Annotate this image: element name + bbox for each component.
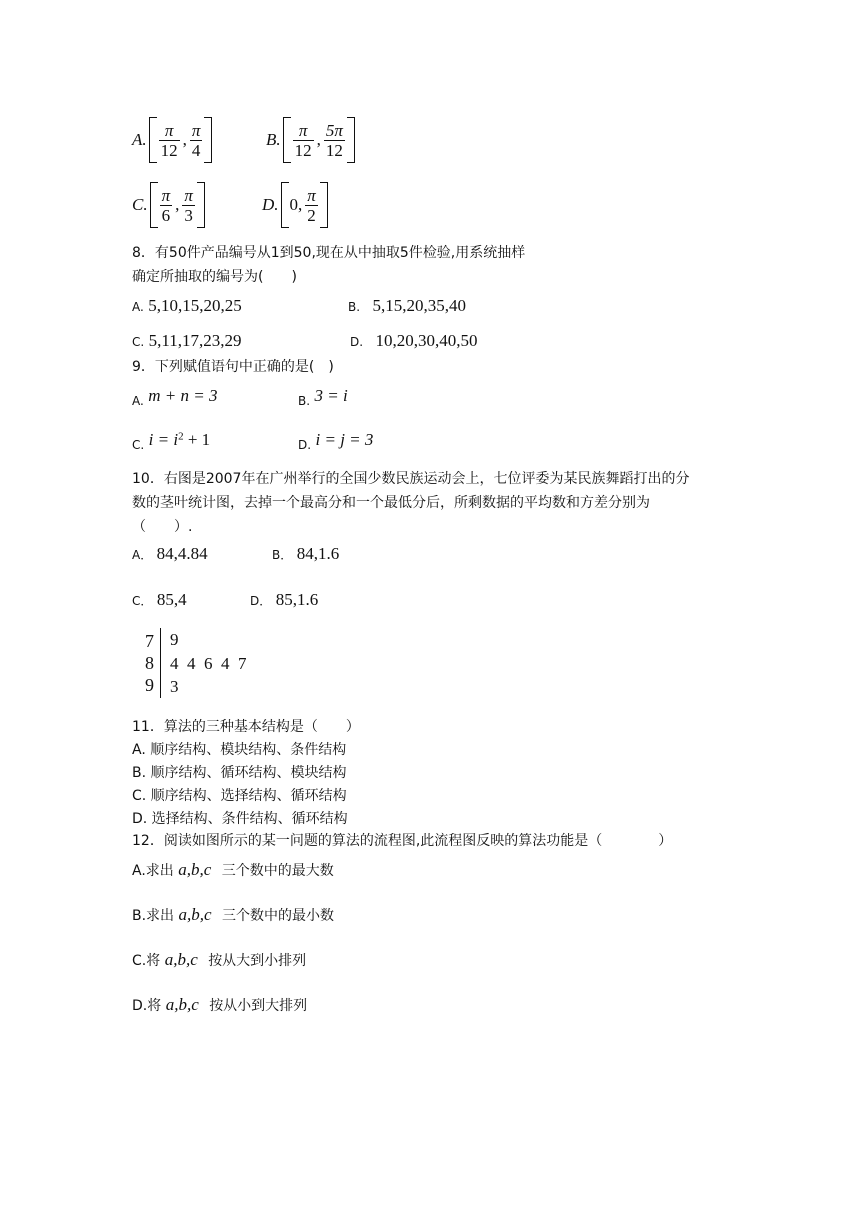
q10-option-c: C． 85,4 xyxy=(132,590,187,609)
q8-stem-line2: 确定所抽取的编号为( ) xyxy=(132,269,297,285)
q11-option-a: A. 顺序结构、模块结构、条件结构 xyxy=(132,742,347,758)
q10-option-a: A． 84,4.84 xyxy=(132,544,208,563)
q7-option-b: B. $\frac{\pi}{12}$ , $\frac{5\pi}{12}$ xyxy=(266,117,355,163)
q9-option-d: D. i = j = 3 xyxy=(298,430,374,452)
stem: 9 xyxy=(145,675,154,695)
option-label: C. xyxy=(132,195,148,214)
stem: 8 xyxy=(145,653,154,673)
q12-option-a: A.求出 a,b,c 三个数中的最大数 xyxy=(132,860,334,879)
q10-option-b: B． 84,1.6 xyxy=(272,544,340,563)
q7-option-a: A. $\frac{\pi}{12}$ , $\frac{\pi}{4}$ xyxy=(132,117,212,163)
q12-option-d: D.将 a,b,c 按从小到大排列 xyxy=(132,995,308,1014)
q12-option-c: C.将 a,b,c 按从大到小排列 xyxy=(132,950,307,969)
q10-stem-line1: 10．右图是2007年在广州举行的全国少数民族运动会上，七位评委为某民族舞蹈打出的分 xyxy=(132,471,690,487)
q9-option-c: C. $i = i^2 + 1$ xyxy=(132,430,211,452)
q10-option-d: D． 85,1.6 xyxy=(250,590,319,609)
left-bracket xyxy=(281,182,289,228)
q9-option-b: B. 3 = i xyxy=(298,386,348,408)
right-bracket xyxy=(320,182,328,228)
fraction: $\frac{\pi}{12}$ xyxy=(294,120,312,160)
fraction: $\frac{\pi}{3}$ xyxy=(184,185,193,225)
q7-option-d: D. 0, $\frac{\pi}{2}$ xyxy=(262,182,328,228)
q11-stem: 11．算法的三种基本结构是（ ） xyxy=(132,719,360,735)
q11-option-d: D. 选择结构、条件结构、循环结构 xyxy=(132,811,348,827)
left-bracket xyxy=(283,117,291,163)
stem-column xyxy=(142,630,154,696)
fraction: $\frac{\pi}{6}$ xyxy=(161,185,171,225)
left-bracket xyxy=(150,182,158,228)
q12-option-b: B.求出 a,b,c 三个数中的最小数 xyxy=(132,905,335,924)
q9-option-a: A. m + n = 3 xyxy=(132,386,218,408)
q10-stem-line3: （ ）. xyxy=(132,519,193,535)
q7-option-c: C. $\frac{\pi}{6}$ , $\frac{\pi}{3}$ xyxy=(132,182,205,228)
q8-option-d: D. 10,20,30,40,50 xyxy=(350,331,478,350)
q11-option-c: C. 顺序结构、选择结构、循环结构 xyxy=(132,788,347,804)
leaf-row: 4 4 6 4 7 xyxy=(170,654,247,673)
q9-stem: 9．下列赋值语句中正确的是( ) xyxy=(132,359,334,375)
option-label: B. xyxy=(266,130,281,149)
option-label: A. xyxy=(132,130,147,149)
stem: 7 xyxy=(145,631,154,651)
q12-stem: 12．阅读如图所示的某一问题的算法的流程图,此流程图反映的算法功能是（ ） xyxy=(132,833,673,849)
right-bracket xyxy=(204,117,212,163)
option-label: D. xyxy=(262,195,279,214)
fraction: $\frac{5\pi}{12}$ xyxy=(325,120,343,160)
q8-option-c: C. 5,11,17,23,29 xyxy=(132,331,242,350)
leaf-row: 9 xyxy=(170,630,179,649)
q11-option-b: B. 顺序结构、循环结构、模块结构 xyxy=(132,765,347,781)
stem-divider xyxy=(160,628,161,698)
left-bracket xyxy=(149,117,157,163)
right-bracket xyxy=(347,117,355,163)
leaf-row: 3 xyxy=(170,677,179,696)
fraction: $\frac{\pi}{12}$ xyxy=(160,120,178,160)
fraction: $\frac{\pi}{4}$ xyxy=(191,120,201,160)
q8-option-a: A. 5,10,15,20,25 xyxy=(132,296,242,315)
fraction: $\frac{\pi}{2}$ xyxy=(307,185,316,225)
q10-stem-line2: 数的茎叶统计图，去掉一个最高分和一个最低分后，所剩数据的平均数和方差分别为 xyxy=(132,495,650,511)
q8-stem-line1: 8．有50件产品编号从1到50,现在从中抽取5件检验,用系统抽样 xyxy=(132,245,526,261)
right-bracket xyxy=(197,182,205,228)
q8-option-b: B. 5,15,20,35,40 xyxy=(348,296,466,315)
